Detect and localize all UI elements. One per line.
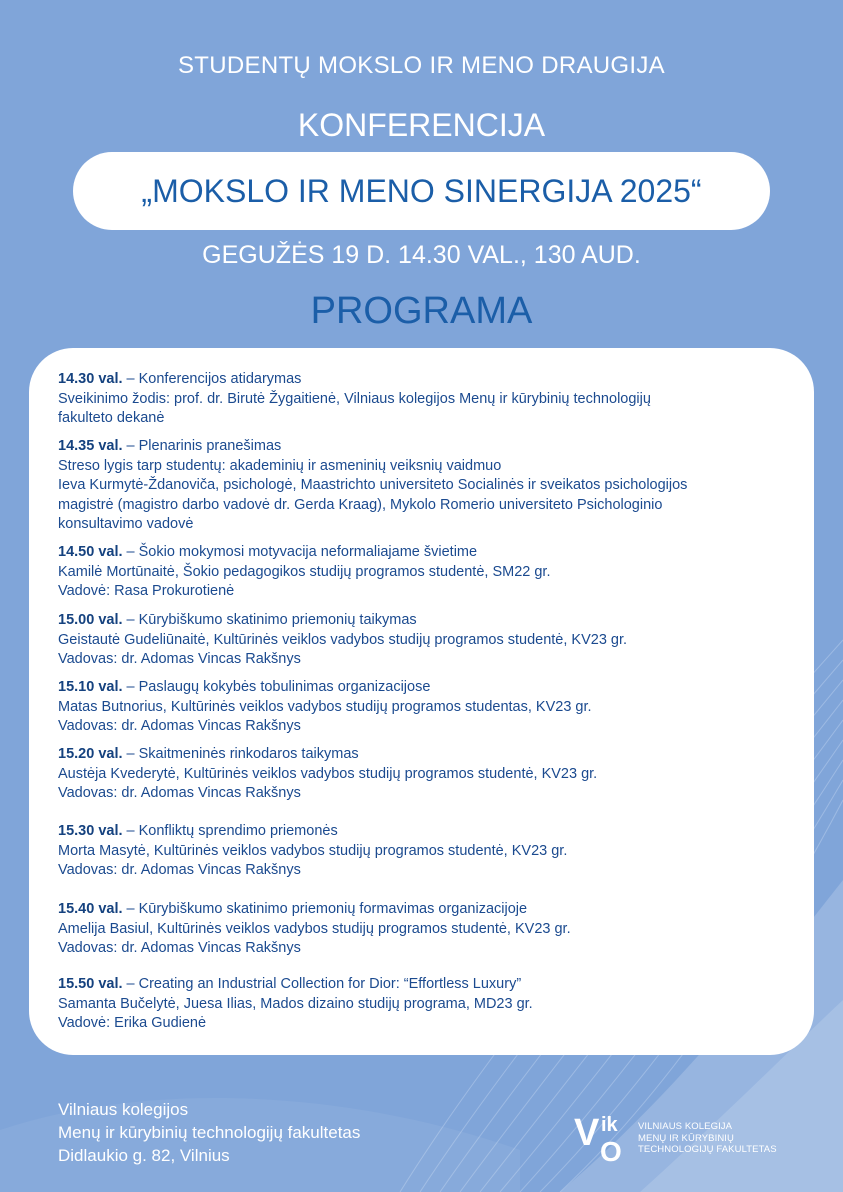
entry-line: Vadovas: dr. Adomas Vincas Rakšnys	[58, 651, 301, 667]
entry-time: 15.00 val.	[58, 612, 123, 628]
entry-time: 14.35 val.	[58, 438, 123, 454]
logo-line: TECHNOLOGIJŲ FAKULTETAS	[638, 1144, 777, 1155]
footer-address	[58, 1098, 360, 1167]
logo-line: MENŲ IR KŪRYBINIŲ	[638, 1132, 735, 1144]
entry-line: Vadovė: Erika Gudienė	[58, 1015, 207, 1031]
entry-time: 15.50 val.	[58, 976, 123, 992]
program-entry	[58, 437, 798, 535]
entry-time: 15.30 val.	[58, 823, 123, 839]
entry-heading	[58, 543, 798, 563]
entry-line: Geistautė Gudeliūnaitė, Kultūrinės veiklos vadybos studijų programos studentė, KV23 gr.	[58, 631, 628, 648]
entry-time: 15.40 val.	[58, 901, 123, 917]
program-entry	[58, 745, 798, 804]
logo-letters-ik: ik	[601, 1114, 618, 1136]
entry-time: 15.20 val.	[58, 746, 123, 762]
entry-time: 14.30 val.	[58, 371, 123, 387]
entry-line: Kamilė Mortūnaitė, Šokio pedagogikos studijų programos studentė, SM22 gr.	[58, 563, 551, 580]
entry-heading	[58, 437, 798, 457]
entry-heading	[58, 370, 798, 390]
entry-time: 15.10 val.	[58, 679, 123, 695]
event-type: KONFERENCIJA	[297, 107, 546, 143]
entry-topic: – Kūrybiškumo skatinimo priemonių taikymas	[122, 612, 417, 628]
entry-line: Ieva Kurmytė-Ždanoviča, psichologė, Maastrichto universiteto Socialinės ir sveikatos psichologijos	[58, 477, 688, 493]
entry-heading	[58, 900, 798, 920]
entry-topic: – Skaitmeninės rinkodaros taikymas	[122, 746, 359, 762]
entry-line: Sveikinimo žodis: prof. dr. Birutė Žygaitienė, Vilniaus kolegijos Menų ir kūrybinių technologijų	[58, 390, 651, 407]
organization-name: STUDENTŲ MOKSLO IR MENO DRAUGIJA	[178, 52, 665, 79]
program-entry	[58, 543, 798, 602]
entry-topic: – Konferencijos atidarymas	[122, 371, 302, 387]
entry-line: Vadovas: dr. Adomas Vincas Rakšnys	[58, 718, 301, 734]
entry-line: magistrė (magistro darbo vadovė dr. Gerda Kraag), Mykolo Romerio universiteto Psichologinio	[58, 496, 663, 513]
program-entry	[58, 611, 798, 670]
entry-topic: – Konfliktų sprendimo priemonės	[122, 823, 338, 839]
entry-line: Matas Butnorius, Kultūrinės veiklos vadybos studijų programos studentas, KV23 gr.	[58, 698, 592, 715]
program-entry	[58, 975, 798, 1034]
footer-line: Didlaukio g. 82, Vilnius	[58, 1146, 230, 1165]
program-heading: PROGRAMA	[310, 290, 533, 332]
entry-line: Vadovas: dr. Adomas Vincas Rakšnys	[58, 862, 301, 878]
entry-time: 14.50 val.	[58, 544, 123, 560]
entry-topic: – Kūrybiškumo skatinimo priemonių formavimas organizacijoje	[122, 901, 528, 917]
program-entry	[58, 822, 798, 881]
logo-wordmark	[638, 1121, 777, 1156]
footer-line: Vilniaus kolegijos	[58, 1100, 189, 1119]
entry-topic: – Paslaugų kokybės tobulinimas organizacijose	[122, 679, 431, 695]
footer-line: Menų ir kūrybinių technologijų fakultetas	[58, 1123, 361, 1142]
entry-line: Streso lygis tarp studentų: akademinių ir asmeninių veiksnių vaidmuo	[58, 457, 502, 474]
entry-heading	[58, 611, 798, 631]
entry-line: Vadovė: Rasa Prokurotienė	[58, 583, 235, 599]
entry-line: Morta Masytė, Kultūrinės veiklos vadybos studijų programos studentė, KV23 gr.	[58, 842, 568, 859]
entry-heading	[58, 678, 798, 698]
program-entry	[58, 900, 798, 959]
entry-heading	[58, 975, 798, 995]
logo-line: VILNIAUS KOLEGIJA	[638, 1121, 733, 1132]
entry-line: Samanta Bučelytė, Juesa Ilias, Mados dizaino studijų programa, MD23 gr.	[58, 995, 533, 1012]
conference-title: „MOKSLO IR MENO SINERGIJA 2025“	[141, 172, 702, 209]
conference-title-pill	[73, 152, 770, 230]
entry-line: Austėja Kvederytė, Kultūrinės veiklos vadybos studijų programos studentė, KV23 gr.	[58, 765, 598, 782]
program-entry	[58, 370, 798, 429]
entry-line: Amelija Basiul, Kultūrinės veiklos vadybos studijų programos studentė, KV23 gr.	[58, 920, 571, 937]
date-and-room: GEGUŽĖS 19 D. 14.30 VAL., 130 AUD.	[202, 241, 641, 269]
logo-letter-o: O	[600, 1136, 622, 1165]
entry-heading	[58, 745, 798, 765]
program-entry	[58, 678, 798, 737]
entry-topic: – Plenarinis pranešimas	[122, 438, 282, 454]
entry-line: konsultavimo vadovė	[58, 516, 194, 532]
entry-topic: – Šokio mokymosi motyvacija neformaliajame švietime	[122, 544, 478, 560]
entry-line: Vadovas: dr. Adomas Vincas Rakšnys	[58, 785, 301, 801]
entry-heading	[58, 822, 798, 842]
logo-letter-v: V	[574, 1112, 600, 1154]
entry-line: fakulteto dekanė	[58, 410, 165, 426]
entry-topic: – Creating an Industrial Collection for Dior: “Effortless Luxury”	[122, 976, 522, 992]
entry-line: Vadovas: dr. Adomas Vincas Rakšnys	[58, 940, 301, 956]
